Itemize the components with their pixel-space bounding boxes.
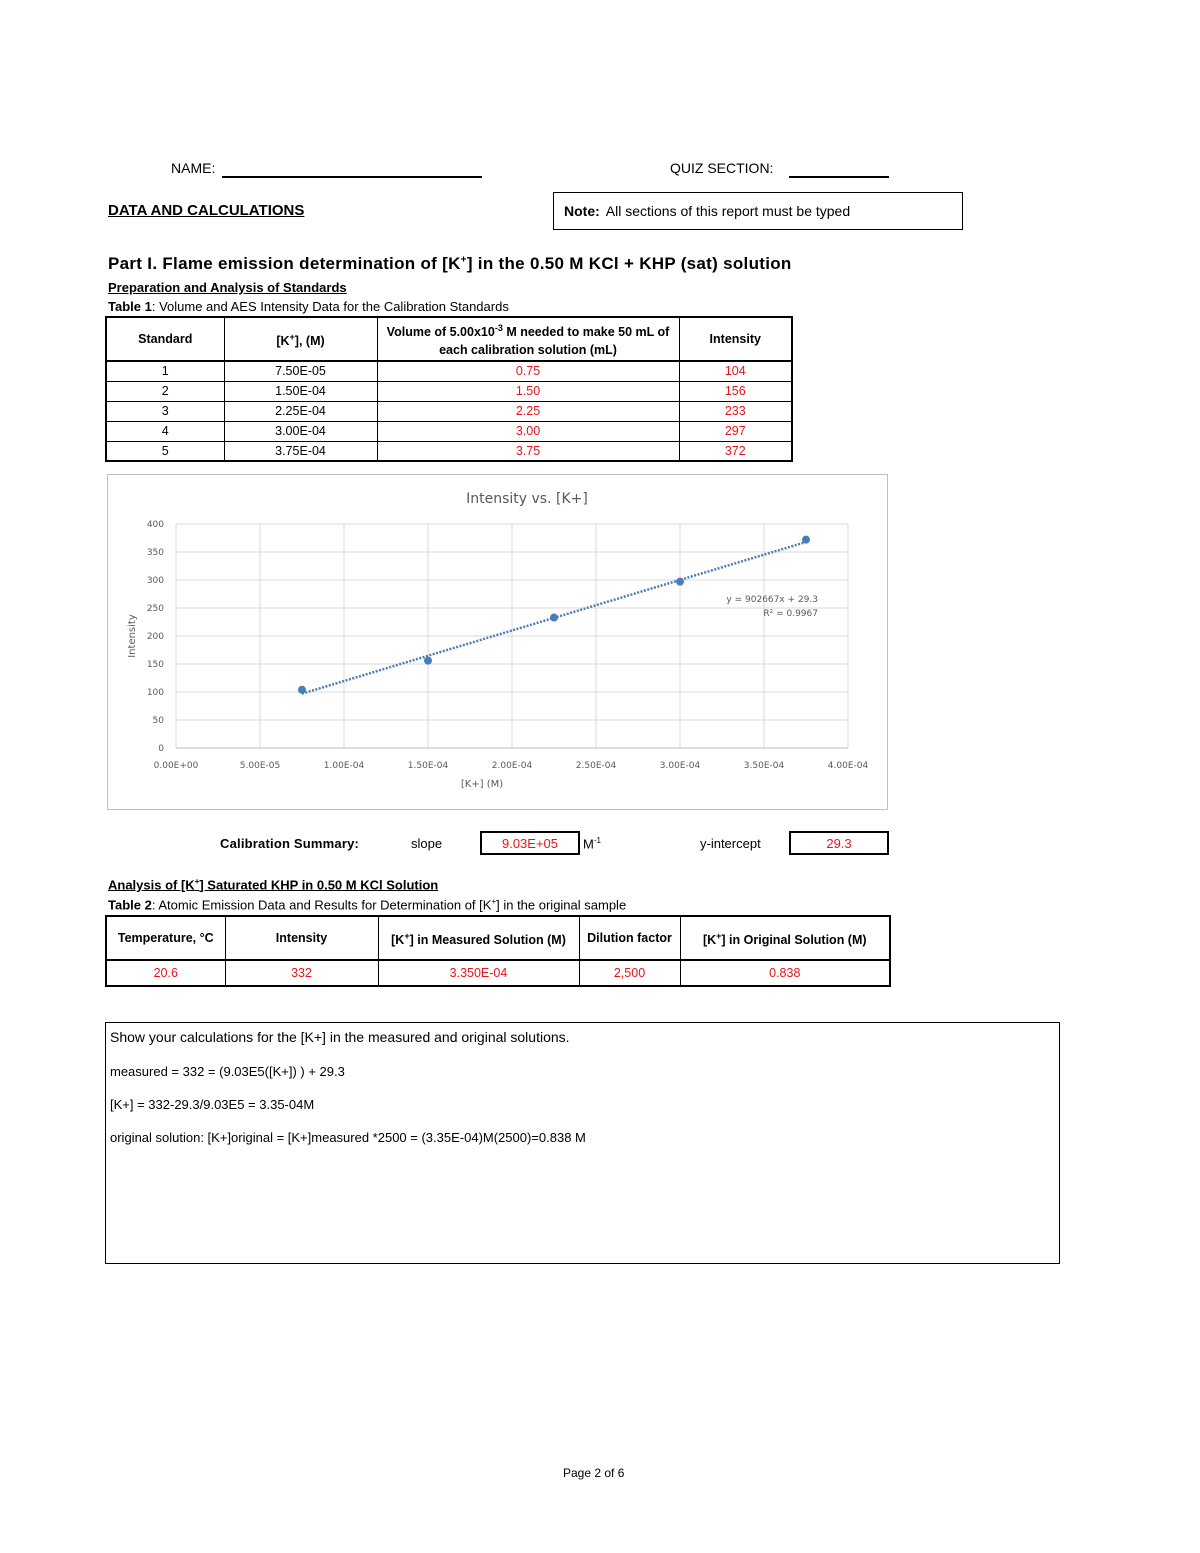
calc-line-1: measured = 332 = (9.03E5([K+]) ) + 29.3 [110,1064,345,1079]
cell-dilution: 2,500 [579,960,680,986]
th-temperature: Temperature, °C [106,916,225,960]
trendline-annotation: y = 902667x + 29.3 [726,595,818,605]
table-row [106,421,792,441]
cell-temperature: 20.6 [106,960,225,986]
y-tick-label: 100 [146,688,164,698]
cell-concentration: 7.50E-05 [224,361,377,381]
data-point [676,578,684,586]
slope-label: slope [411,836,443,851]
th-concentration: [K+], (M) [224,317,377,361]
x-tick-label: 3.50E-04 [743,761,785,771]
cell-volume: 1.50 [377,381,679,401]
cell-concentration: 3.75E-04 [224,441,377,461]
x-tick-label: 3.00E-04 [659,761,701,771]
calculations-box[interactable] [105,1022,1060,1264]
cell-standard: 3 [106,401,224,421]
prep-heading: Preparation and Analysis of Standards [108,280,347,295]
cell-concentration: 2.25E-04 [224,401,377,421]
calibration-chart [107,474,888,810]
calibration-summary-label: Calibration Summary: [220,836,360,851]
cell-standard: 5 [106,441,224,461]
th-original: [K+] in Original Solution (M) [680,916,890,960]
table-row [106,401,792,421]
y-tick-label: 250 [146,604,164,614]
cell-volume: 0.75 [377,361,679,381]
table-row [106,441,792,461]
quiz-section-field[interactable] [789,176,889,178]
table-row [106,381,792,401]
x-tick-label: 2.50E-04 [575,761,617,771]
cell-concentration: 1.50E-04 [224,381,377,401]
th-dilution: Dilution factor [579,916,680,960]
calc-line-3: original solution: [K+]original = [K+]measured *2500 = (3.35E-04)M(2500)=0.838 M [110,1130,586,1145]
chart-title: Intensity vs. [K+] [466,491,588,507]
slope-unit: $M^{-1}$ [583,836,601,852]
data-calculations-title: DATA AND CALCULATIONS [108,202,305,219]
th-intensity: Intensity [225,916,378,960]
cell-intensity: 233 [679,401,792,421]
intercept-value: 29.3 [789,831,889,855]
x-tick-label: 2.00E-04 [491,761,533,771]
cell-standard: 1 [106,361,224,381]
slope-value: 9.03E+05 [480,831,580,855]
page-number: Page 2 of 6 [563,1466,625,1480]
intercept-label: y-intercept [700,836,761,851]
table1 [105,316,793,462]
x-axis-label: [K+] (M) [460,779,504,790]
calc-line-2: [K+] = 332-29.3/9.03E5 = 3.35-04M [110,1097,315,1112]
data-point [298,686,306,694]
cell-intensity: 297 [679,421,792,441]
x-tick-label: 1.50E-04 [407,761,449,771]
x-tick-label: 0.00E+00 [153,761,199,771]
cell-original: 0.838 [680,960,890,986]
cell-intensity: 332 [225,960,378,986]
y-tick-label: 0 [158,744,164,754]
calc-prompt: Show your calculations for the [K+] in the measured and original solutions. [110,1029,570,1045]
y-axis-label: Intensity [127,614,138,658]
cell-standard: 2 [106,381,224,401]
table2-caption: Table 2: Atomic Emission Data and Results for Determination of [K+] in the original sample [108,897,627,913]
x-tick-label: 5.00E-05 [239,761,281,771]
table1-caption: Table 1: Volume and AES Intensity Data for the Calibration Standards [108,299,509,314]
y-tick-label: 350 [146,548,164,558]
th-volume: Volume of $5.00x10^{-3}$ M needed to make 50 mL of each calibration solution (mL) [377,317,679,361]
data-point [802,536,810,544]
cell-volume: 3.75 [377,441,679,461]
y-tick-label: 400 [146,520,164,530]
cell-intensity: 156 [679,381,792,401]
y-tick-label: 150 [146,660,164,670]
quiz-section-label: QUIZ SECTION: [670,160,774,176]
trendline-annotation: R² = 0.9967 [763,609,818,619]
name-field[interactable] [222,176,482,178]
cell-intensity: 372 [679,441,792,461]
table-row [106,960,890,986]
chart-svg [108,475,887,809]
note-prefix: Note: [564,203,600,219]
x-tick-label: 1.00E-04 [323,761,365,771]
note-box [553,192,963,230]
y-tick-label: 200 [146,632,164,642]
y-tick-label: 300 [146,576,164,586]
note-text: All sections of this report must be typed [605,203,851,219]
table2 [105,915,891,987]
analysis-heading: Analysis of [K+] Saturated KHP in 0.50 M KCl Solution [108,877,439,893]
data-point [424,657,432,665]
th-standard: Standard [106,317,224,361]
cell-volume: 3.00 [377,421,679,441]
table-row [106,361,792,381]
part1-title: Part I. Flame emission determination of [K+] in the 0.50 M KCl + KHP (sat) solution [108,254,792,273]
th-measured: [K+] in Measured Solution (M) [378,916,579,960]
cell-volume: 2.25 [377,401,679,421]
name-label: NAME: [171,160,216,176]
th-intensity: Intensity [679,317,792,361]
cell-intensity: 104 [679,361,792,381]
cell-concentration: 3.00E-04 [224,421,377,441]
data-point [550,614,558,622]
x-tick-label: 4.00E-04 [827,761,869,771]
y-tick-label: 50 [152,716,164,726]
cell-standard: 4 [106,421,224,441]
cell-measured: 3.350E-04 [378,960,579,986]
